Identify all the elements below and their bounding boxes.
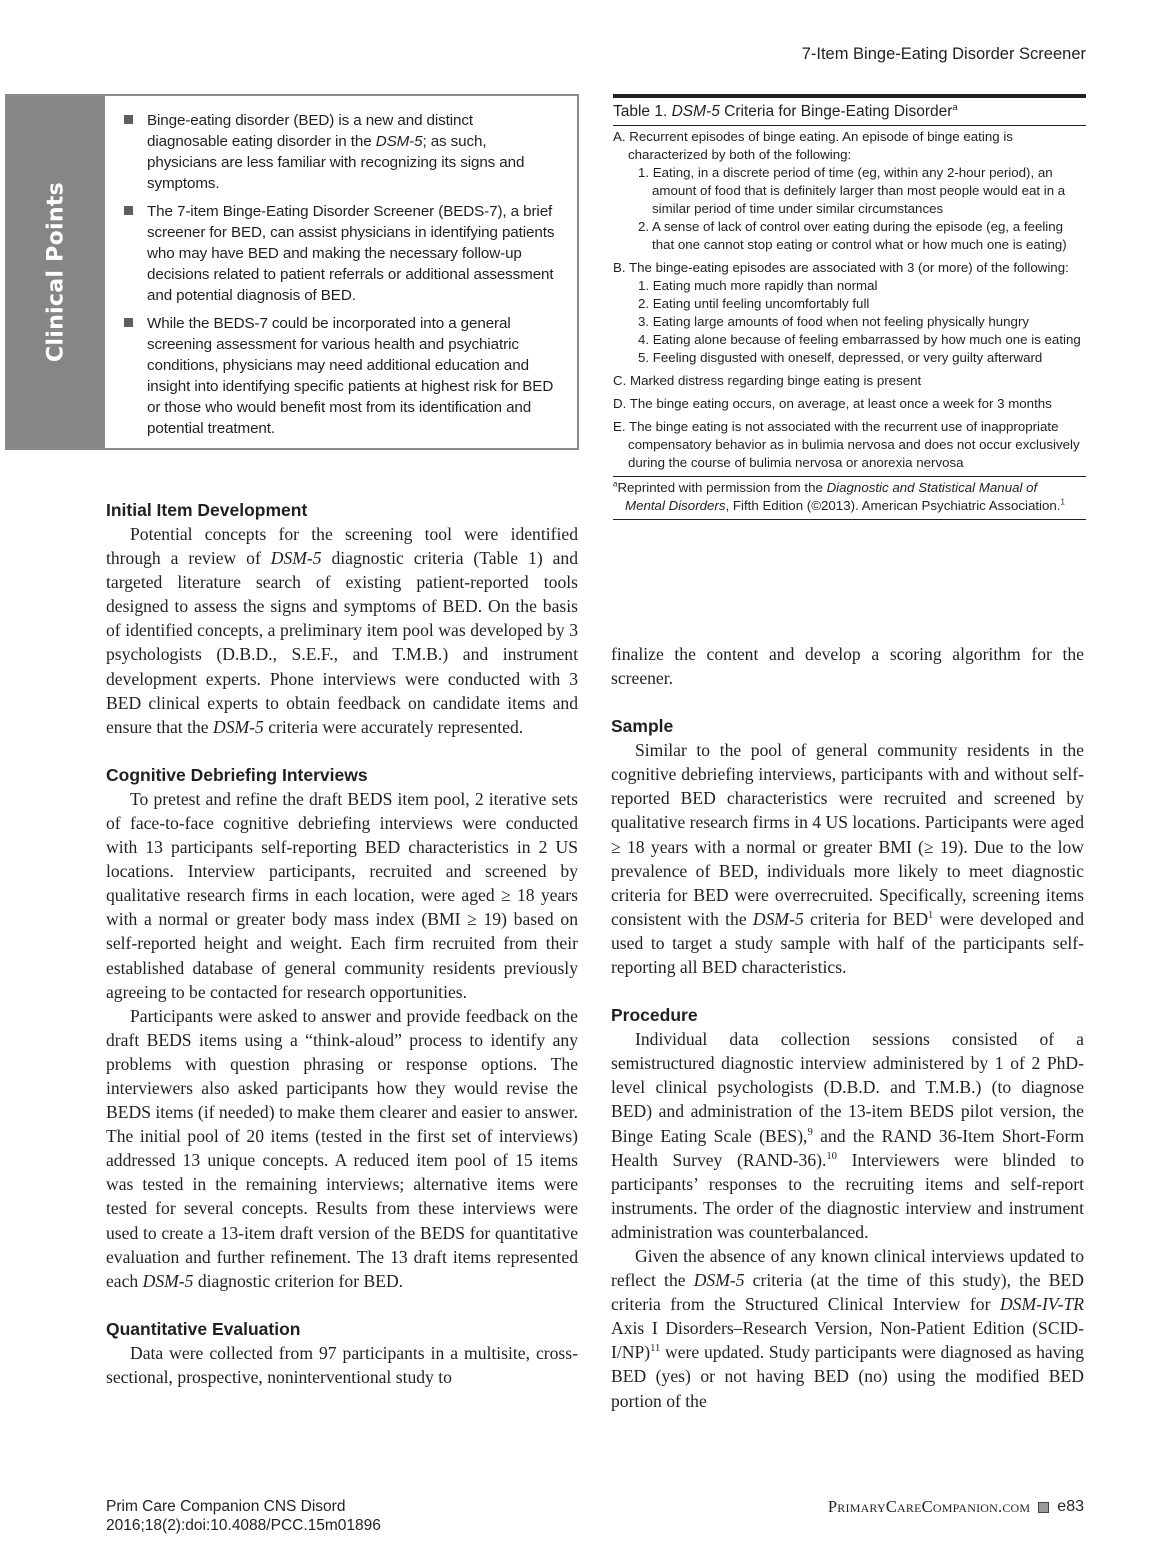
sub-criterion: 2. A sense of lack of control over eating during the episode (eg, a feeling that one cannot stop eating or control what or how much one is eating) <box>638 219 1067 252</box>
paragraph-continued: finalize the content and develop a scoring algorithm for the screener. <box>611 644 1084 689</box>
criterion: E. The binge eating is not associated with the recurrent use of inappropriate compensatory behavior as in bulimia nervosa and does not occur exclusively during the course of bulimia nervosa or anorexia nervosa <box>613 419 1080 470</box>
table-title: Table 1. DSM-5 Criteria for Binge-Eating Disorder$^a$ <box>613 98 1086 126</box>
paragraph: Given the absence of any known clinical interviews updated to reflect the DSM-5 criteria (at the time of this study), the BED criteria from the Structured Clinical Interview for DSM-IV-TR Axis I Disorders–Research Version, Non-Patient Edition (SCID-I/NP)$^{11}$ were updated. Study participants were diagnosed as having BED (yes) or not having BED (no) using the modified BED portion of the <box>611 1245 1084 1411</box>
right-column <box>611 642 1084 1413</box>
clinical-points-label: Clinical Points <box>43 181 69 363</box>
spacer <box>611 979 1084 1003</box>
clinical-point <box>123 201 557 306</box>
section-heading: Sample <box>611 716 674 737</box>
criterion: C. Marked distress regarding binge eating is present <box>613 373 922 388</box>
page-number: e83 <box>1057 1498 1084 1515</box>
section-heading: Cognitive Debriefing Interviews <box>106 764 368 785</box>
spacer <box>611 690 1084 714</box>
sub-criterion: 2. Eating until feeling uncomfortably full <box>638 296 870 311</box>
paragraph: Participants were asked to answer and provide feedback on the draft BEDS items using a “think-aloud” process to identify any problems with question phrasing or response options. The interviewers also asked participants how they would revise the BEDS items (if needed) to make them clearer and easier to answer. The initial pool of 20 items (tested in the first set of interviews) addressed 13 unique concepts. A reduced item pool of 15 items was tested in the remaining interviews; alternative items were tested for several concepts. Results from these interviews were used to create a 13-item draft version of the BEDS for quantitative evaluation and further refinement. The 13 draft items represented each DSM-5 diagnostic criterion for BED. <box>106 1005 578 1291</box>
square-icon <box>1038 1502 1049 1513</box>
clinical-point-text: While the BEDS-7 could be incorporated into a general screening assessment for various health and psychiatric conditions, physicians may need additional education and insight into identifying specific patients at highest risk for BED or those who would benefit most from its identification and potential treatment. <box>147 315 554 437</box>
paragraph: To pretest and refine the draft BEDS item pool, 2 iterative sets of face-to-face cognitive debriefing interviews were conducted with 13 participants self-reporting BED characteristics in 2 US locations. Interview participants, recruited and screened by qualitative research firms in each location, were aged ≥ 18 years with a normal or greater body mass index (BMI ≥ 19) based on self-reported height and weight. Each firm recruited from their established database of general community residents previously agreeing to be contacted for research opportunities. <box>106 788 578 1002</box>
sub-criterion: 1. Eating much more rapidly than normal <box>638 278 878 293</box>
clinical-point-text: The 7-item Binge-Eating Disorder Screener (BEDS-7), a brief screener for BED, can assist physicians in identifying patients who may have BED and making the necessary follow-up decisions related to patient referrals or additional assessment and potential diagnosis of BED. <box>147 203 555 304</box>
journal-doi: 2016;18(2):doi:10.4088/PCC.15m01896 <box>106 1517 381 1534</box>
table-footnote-line: Mental Disorders, Fifth Edition (©2013). American Psychiatric Association.$^1$ <box>625 497 1065 513</box>
sub-criterion: 4. Eating alone because of feeling embarrassed by how much one is eating <box>638 332 1081 347</box>
table-criteria <box>613 128 1086 472</box>
square-bullet-icon <box>124 206 133 215</box>
clinical-points-box <box>5 94 579 450</box>
sub-criterion: 3. Eating large amounts of food when not feeling physically hungry <box>638 314 1030 329</box>
square-bullet-icon <box>124 115 133 124</box>
criterion: B. The binge-eating episodes are associated with 3 (or more) of the following: <box>613 260 1069 275</box>
clinical-point <box>123 313 557 439</box>
section-heading: Initial Item Development <box>106 500 308 520</box>
left-column <box>106 498 578 1389</box>
running-head: 7-Item Binge-Eating Disorder Screener <box>801 45 1086 63</box>
paragraph: Potential concepts for the screening tool were identified through a review of DSM-5 diagnostic criteria (Table 1) and targeted literature search of existing patient-reported tools designed to assess the signs and symptoms of BED. On the basis of identified concepts, a preliminary item pool was developed by 3 psychologists (D.B.D., S.E.F., and T.M.B.) and instrument development experts. Phone interviews were conducted with 3 BED clinical experts to obtain feedback on candidate items and ensure that the DSM-5 criteria were accurately represented. <box>106 524 578 737</box>
clinical-points-list <box>105 96 577 448</box>
paragraph: Similar to the pool of general community residents in the cognitive debriefing interviews, participants with and without self-reported BED characteristics were recruited and screened by qualitative research firms in 4 US locations. Participants were aged ≥ 18 years with a normal or greater BMI (≥ 19). Due to the low prevalence of BED, individuals more likely to meet diagnostic criteria for BED were overrecruited. Specifically, screening items consistent with the DSM-5 criteria for BED$^1$ were developed and used to target a study sample with half of the participants self-reporting all BED characteristics. <box>611 740 1084 978</box>
clinical-point <box>123 110 557 194</box>
criterion: A. Recurrent episodes of binge eating. An episode of binge eating is characterized by both of the following: <box>613 129 1013 162</box>
page-footer-right <box>828 1497 1084 1517</box>
table-1 <box>613 94 1086 520</box>
section-heading: Quantitative Evaluation <box>106 1318 301 1339</box>
clinical-point-text: Binge-eating disorder (BED) is a new and distinct diagnosable eating disorder in the DSM-5; as such, physicians are less familiar with recognizing its signs and symptoms. <box>147 112 525 192</box>
journal-citation <box>106 1497 381 1535</box>
sub-criterion: 1. Eating, in a discrete period of time (eg, within any 2-hour period), an amount of food that is definitely larger than most people would eat in a similar period of time under similar circumstances <box>638 165 1066 216</box>
paragraph: Data were collected from 97 participants in a multisite, cross-sectional, prospective, noninterventional study to <box>106 1342 578 1387</box>
journal-name: Prim Care Companion CNS Disord <box>106 1498 346 1515</box>
clinical-points-sidebar <box>7 96 105 448</box>
table-footnote-line: $^a$Reprinted with permission from the Diagnostic and Statistical Manual of <box>613 479 1038 495</box>
square-bullet-icon <box>124 318 133 327</box>
sub-criterion: 5. Feeling disgusted with oneself, depressed, or very guilty afterward <box>638 350 1043 365</box>
criterion: D. The binge eating occurs, on average, at least once a week for 3 months <box>613 396 1052 411</box>
spacer <box>106 739 578 763</box>
paragraph: Individual data collection sessions consisted of a semistructured diagnostic interview administered by 1 of 2 PhD-level clinical psychologists (D.B.D. and T.M.B.) (to diagnose BED) and administration of the 13-item BEDS pilot version, the Binge Eating Scale (BES),$^9$ and the RAND 36-Item Short-Form Health Survey (RAND-36).$^{10}$ Interviewers were blinded to participants’ responses to the recruiting items and self-report instruments. The order of the diagnostic interview and instrument administration was counterbalanced. <box>611 1029 1085 1242</box>
site-link[interactable]: PrimaryCareCompanion.com <box>827 1497 1031 1516</box>
table-footnote <box>613 476 1086 520</box>
spacer <box>106 1293 578 1317</box>
section-heading: Procedure <box>611 1005 698 1026</box>
